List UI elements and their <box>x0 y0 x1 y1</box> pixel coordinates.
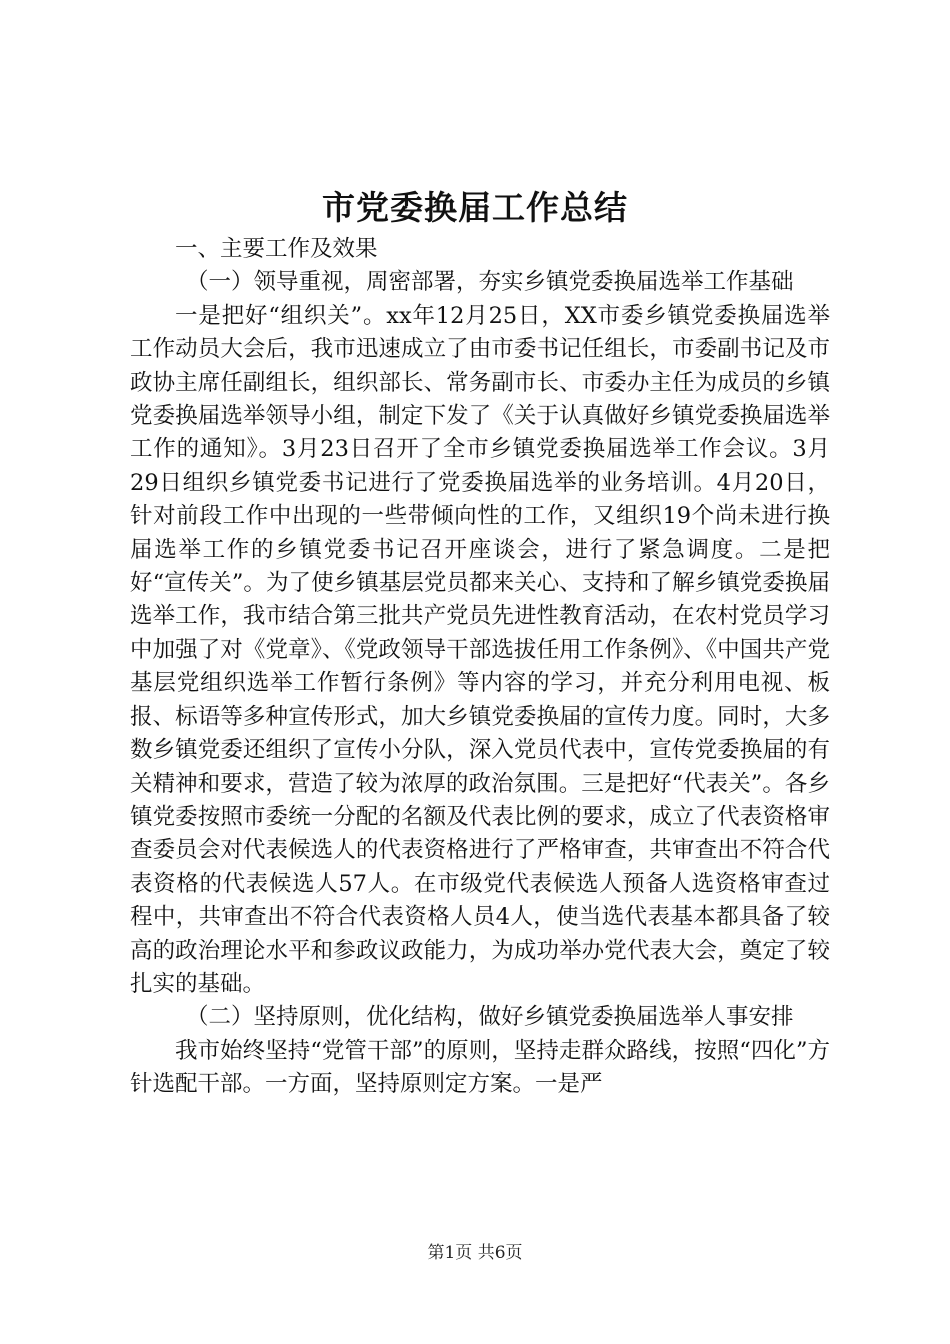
document-title: 市党委换届工作总结 <box>322 188 628 227</box>
subsection-heading: （一）领导重视，周密部署，夯实乡镇党委换届选举工作基础 <box>186 269 794 296</box>
subsection-heading: （二）坚持原则，优化结构，做好乡镇党委换届选举人事安排 <box>186 1004 794 1031</box>
section-heading: 一、主要工作及效果 <box>175 236 378 262</box>
page-number: 第1页 共6页 <box>427 1243 523 1263</box>
body-paragraph: 我市始终坚持“党管干部”的原则，坚持走群众路线，按照“四化”方针选配干部。一方面，坚持原则定方案。一是严 <box>130 1037 830 1098</box>
body-paragraph: 一是把好“组织关”。xx年12月25日，XX市委乡镇党委换届选举工作动员大会后，我市迅速成立了由市委书记任组长，市委副书记及市政协主席任副组长，组织部长、常务副市长、市委办主任为成员的乡镇党委换届选举领导小组，制定下发了《关于认真做好乡镇党委换届选举工作的通知》。3月23日召开了全市乡镇党委换届选举工作会议。3月29日组织乡镇党委书记进行了党委换届选举的业务培训。4月20日，针对前段工作中出现的一些带倾向性的工作，又组织19个尚未进行换届选举工作的乡镇党委书记召开座谈会，进行了紧急调度。二是把好“宣传关”。为了使乡镇基层党员都来关心、支持和了解乡镇党委换届选举工作，我市结合第三批共产党员先进性教育活动，在农村党员学习中加强了对《党章》、《党政领导干部选拔任用工作条例》、《中国共产党基层党组织选举工作暂行条例》等内容的学习，并充分利用电视、板报、标语等多种宣传形式，加大乡镇党委换届的宣传力度。同时，大多数乡镇党委还组织了宣传小分队，深入党员代表中，宣传党委换届的有关精神和要求，营造了较为浓厚的政治氛围。三是把好“代表关”。各乡镇党委按照市委统一分配的名额及代表比例的要求，成立了代表资格审查委员会对代表候选人的代表资格进行了严格审查，共审查出不符合代表资格的代表候选人57人。在市级党代表候选人预备人选资格审查过程中，共审查出不符合代表资格人员4人，使当选代表基本都具备了较高的政治理论水平和参政议政能力，为成功举办党代表大会，奠定了较扎实的基础。 <box>130 302 830 997</box>
document-body <box>130 233 830 1102</box>
